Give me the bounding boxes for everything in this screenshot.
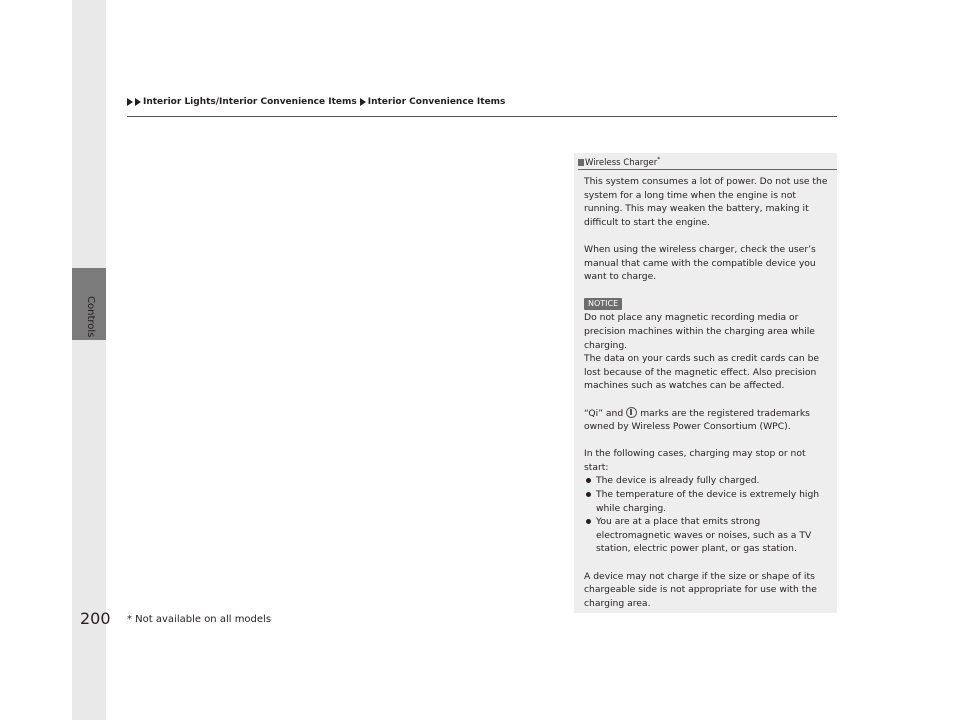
side-note-divider [578,169,837,170]
page-number: 200 [80,609,111,628]
closing-paragraph: A device may not charge if the size or shape of its chargeable side is not appropriate for use with the charging area. [584,570,817,609]
breadcrumb-arrow-icon [360,98,366,106]
notice-text: Do not place any magnetic recording media or precision machines within the charging area while charging. [584,312,815,351]
side-note-title[interactable] [578,156,660,168]
list-item: The device is already fully charged. [584,474,832,488]
cases-intro: In the following cases, charging may stop or not start: [584,448,806,473]
breadcrumb-item-convenience-items[interactable]: Interior Convenience Items [367,97,506,107]
list-item: The temperature of the device is extremely high while charging. [584,488,832,515]
section-label: Controls [85,296,96,338]
trademark-paragraph [584,407,832,434]
notice-badge: NOTICE [584,298,622,310]
side-note-title-text: Wireless Charger [585,157,658,168]
charging-cases-list [584,474,832,556]
breadcrumb-arrow-icon [127,98,133,106]
reference-marker-icon [578,159,584,166]
side-note-body [584,175,832,624]
breadcrumb-arrow-icon [135,98,141,106]
trademark-prefix: “Qi” and [584,407,624,419]
qi-logo-icon [626,407,637,418]
magnetic-effect-paragraph: The data on your cards such as credit cards can be lost because of the magnetic effect. Also precision machines such as watches can be affected. [584,353,820,392]
list-item: You are at a place that emits strong electromagnetic waves or noises, such as a TV station, electric power plant, or gas station. [584,515,832,556]
notice-section [584,297,832,352]
breadcrumb-item-interior-lights[interactable]: Interior Lights/Interior Convenience Items [143,97,357,107]
header-divider [127,116,837,117]
availability-footnote: * Not available on all models [127,614,272,625]
trademark-suffix: marks are the registered trademarks owned by Wireless Power Consortium (WPC). [584,407,810,433]
user-manual-paragraph: When using the wireless charger, check the user’s manual that came with the compatible device you want to charge. [584,243,816,283]
power-warning-paragraph: This system consumes a lot of power. Do not use the system for a long time when the engine is not running. This may weaken the battery, making it difficult to start the engine. [584,176,828,228]
breadcrumb [127,95,505,109]
availability-asterisk: * [657,156,661,163]
